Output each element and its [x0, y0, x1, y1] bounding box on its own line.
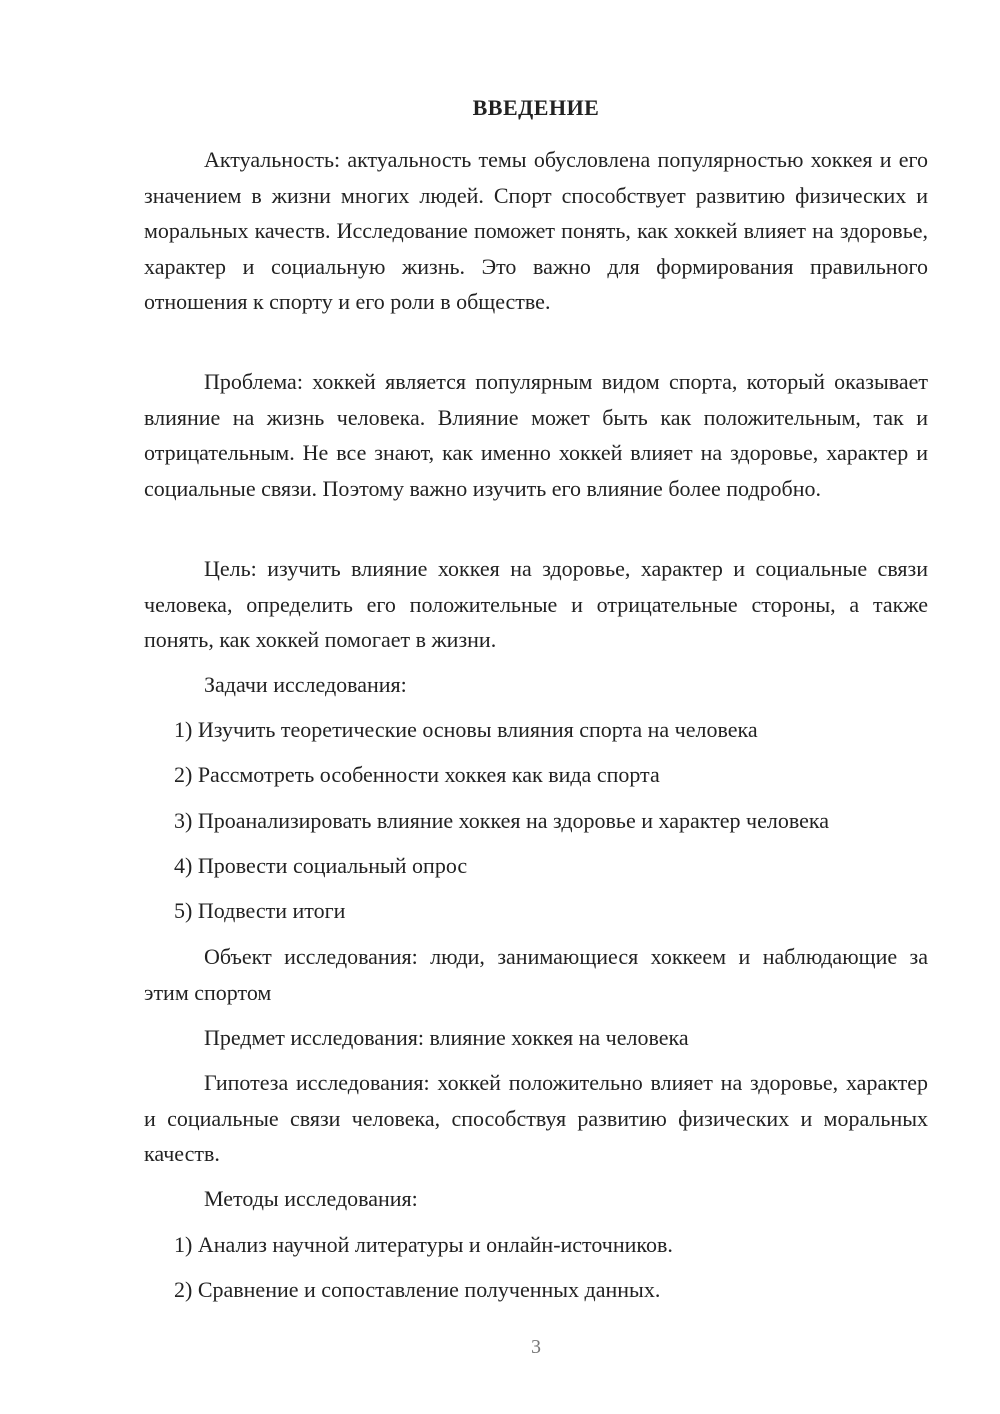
methods-heading: Методы исследования:: [204, 1186, 418, 1211]
object-paragraph: Объект исследования: люди, занимающиеся хоккеем и наблюдающие за этим спортом: [144, 944, 928, 1005]
method-item-2: 2) Сравнение и сопоставление полученных данных.: [174, 1277, 661, 1302]
goal-paragraph: Цель: изучить влияние хоккея на здоровье, характер и социальные связи человека, определить его положительные и отрицательные стороны, а также понять, как хоккей помогает в жизни.: [144, 556, 928, 652]
task-item-5: 5) Подвести итоги: [174, 898, 346, 923]
task-item-4: 4) Провести социальный опрос: [174, 853, 468, 878]
tasks-heading: Задачи исследования:: [204, 672, 407, 697]
hypothesis-paragraph: Гипотеза исследования: хоккей положительно влияет на здоровье, характер и социальные связи человека, способствуя развитию физических и моральных качеств.: [144, 1070, 928, 1166]
method-item-1: 1) Анализ научной литературы и онлайн-источников.: [174, 1232, 673, 1257]
task-item-2: 2) Рассмотреть особенности хоккея как вида спорта: [174, 762, 660, 787]
page-number: 3: [531, 1336, 541, 1358]
subject-paragraph: Предмет исследования: влияние хоккея на человека: [204, 1025, 689, 1050]
problem-paragraph: Проблема: хоккей является популярным видом спорта, который оказывает влияние на жизнь человека. Влияние может быть как положительным, так и отрицательным. Не все знают, как именно хоккей влияет на здоровье, характер и социальные связи. Поэтому важно изучить его влияние более подробно.: [144, 369, 928, 501]
task-item-3: 3) Проанализировать влияние хоккея на здоровье и характер человека: [174, 808, 829, 833]
page-title: ВВЕДЕНИЕ: [472, 95, 600, 120]
task-item-1: 1) Изучить теоретические основы влияния спорта на человека: [174, 717, 758, 742]
relevance-paragraph: Актуальность: актуальность темы обусловлена популярностью хоккея и его значением в жизни многих людей. Спорт способствует развитию физических и моральных качеств. Исследование поможет понять, как хоккей влияет на здоровье, характер и социальную жизнь. Это важно для формирования правильного отношения к спорту и его роли в обществе.: [144, 147, 928, 314]
